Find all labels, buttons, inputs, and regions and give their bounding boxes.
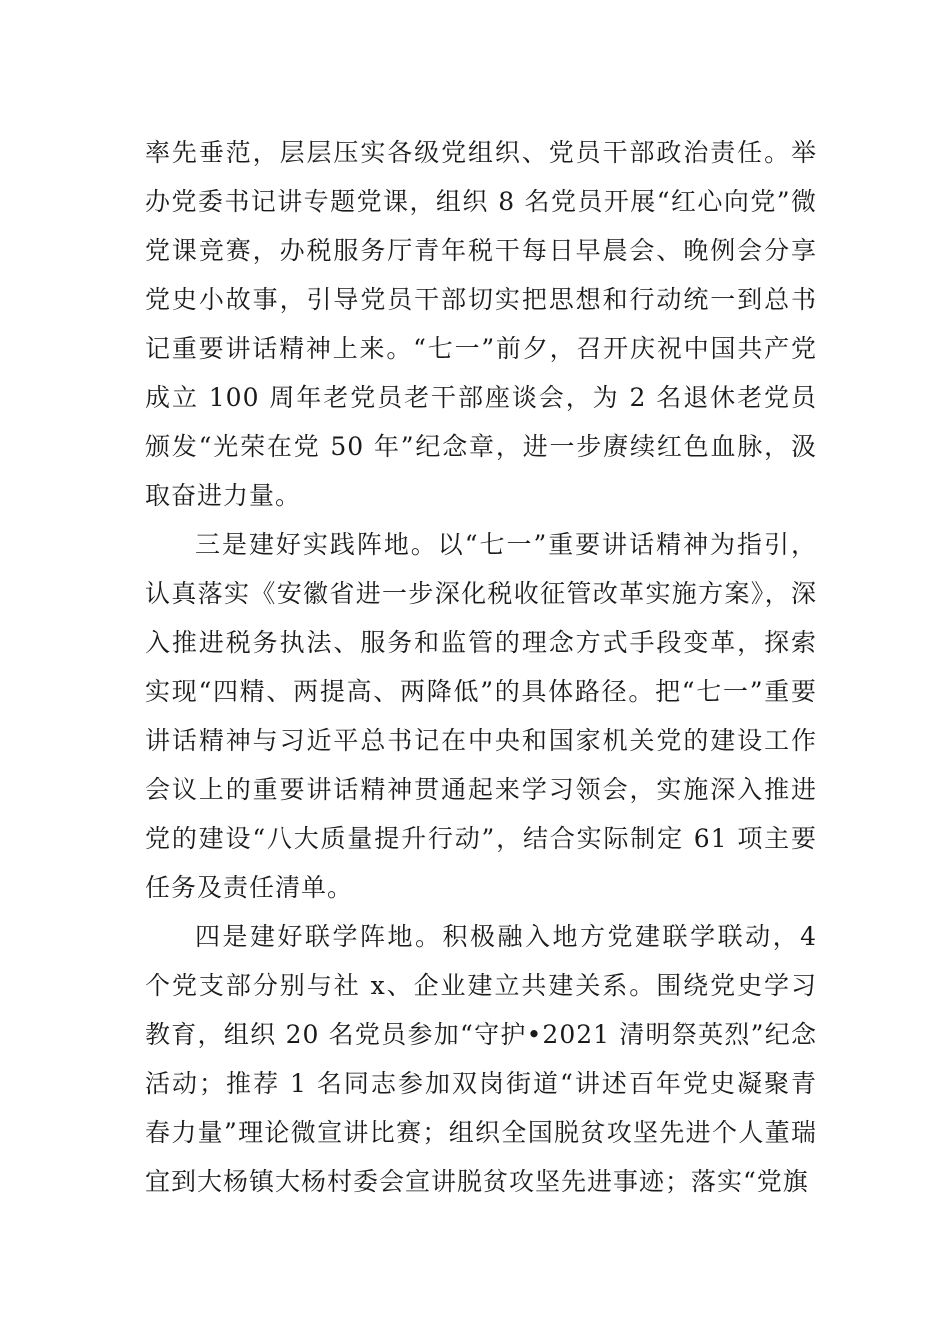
paragraph-1: 率先垂范，层层压实各级党组织、党员干部政治责任。举办党委书记讲专题党课，组织 8 名党员开展“红心向党”微党课竞赛，办税服务厅青年税干每日早晨会、晚例会分享党史小故事，引导党员干部切实把思想和行动统一到总书记重要讲话精神上来。“七一”前夕，召开庆祝中国共产党成立 100 周年老党员老干部座谈会，为 2 名退休老党员颁发“光荣在党 50 年”纪念章，进一步赓续红色血脉，汲取奋进力量。 bbox=[145, 138, 817, 510]
paragraph-3: 四是建好联学阵地。积极融入地方党建联学联动，4 个党支部分别与社 x、企业建立共建关系。围绕党史学习教育，组织 20 名党员参加“守护•2021 清明祭英烈”纪念活动；推荐 1 名同志参加双岗街道“讲述百年党史凝聚青春力量”理论微宣讲比赛；组织全国脱贫攻坚先进个人董瑞宜到大杨镇大杨村委会宣讲脱贫攻坚先进事迹；落实“党旗 bbox=[145, 922, 817, 1196]
paragraph-2: 三是建好实践阵地。以“七一”重要讲话精神为指引，认真落实《安徽省进一步深化税收征管改革实施方案》，深入推进税务执法、服务和监管的理念方式手段变革，探索实现“四精、两提高、两降低”的具体路径。把“七一”重要讲话精神与习近平总书记在中央和国家机关党的建设工作会议上的重要讲话精神贯通起来学习领会，实施深入推进党的建设“八大质量提升行动”，结合实际制定 61 项主要任务及责任清单。 bbox=[145, 530, 817, 902]
document-body bbox=[145, 128, 817, 1206]
